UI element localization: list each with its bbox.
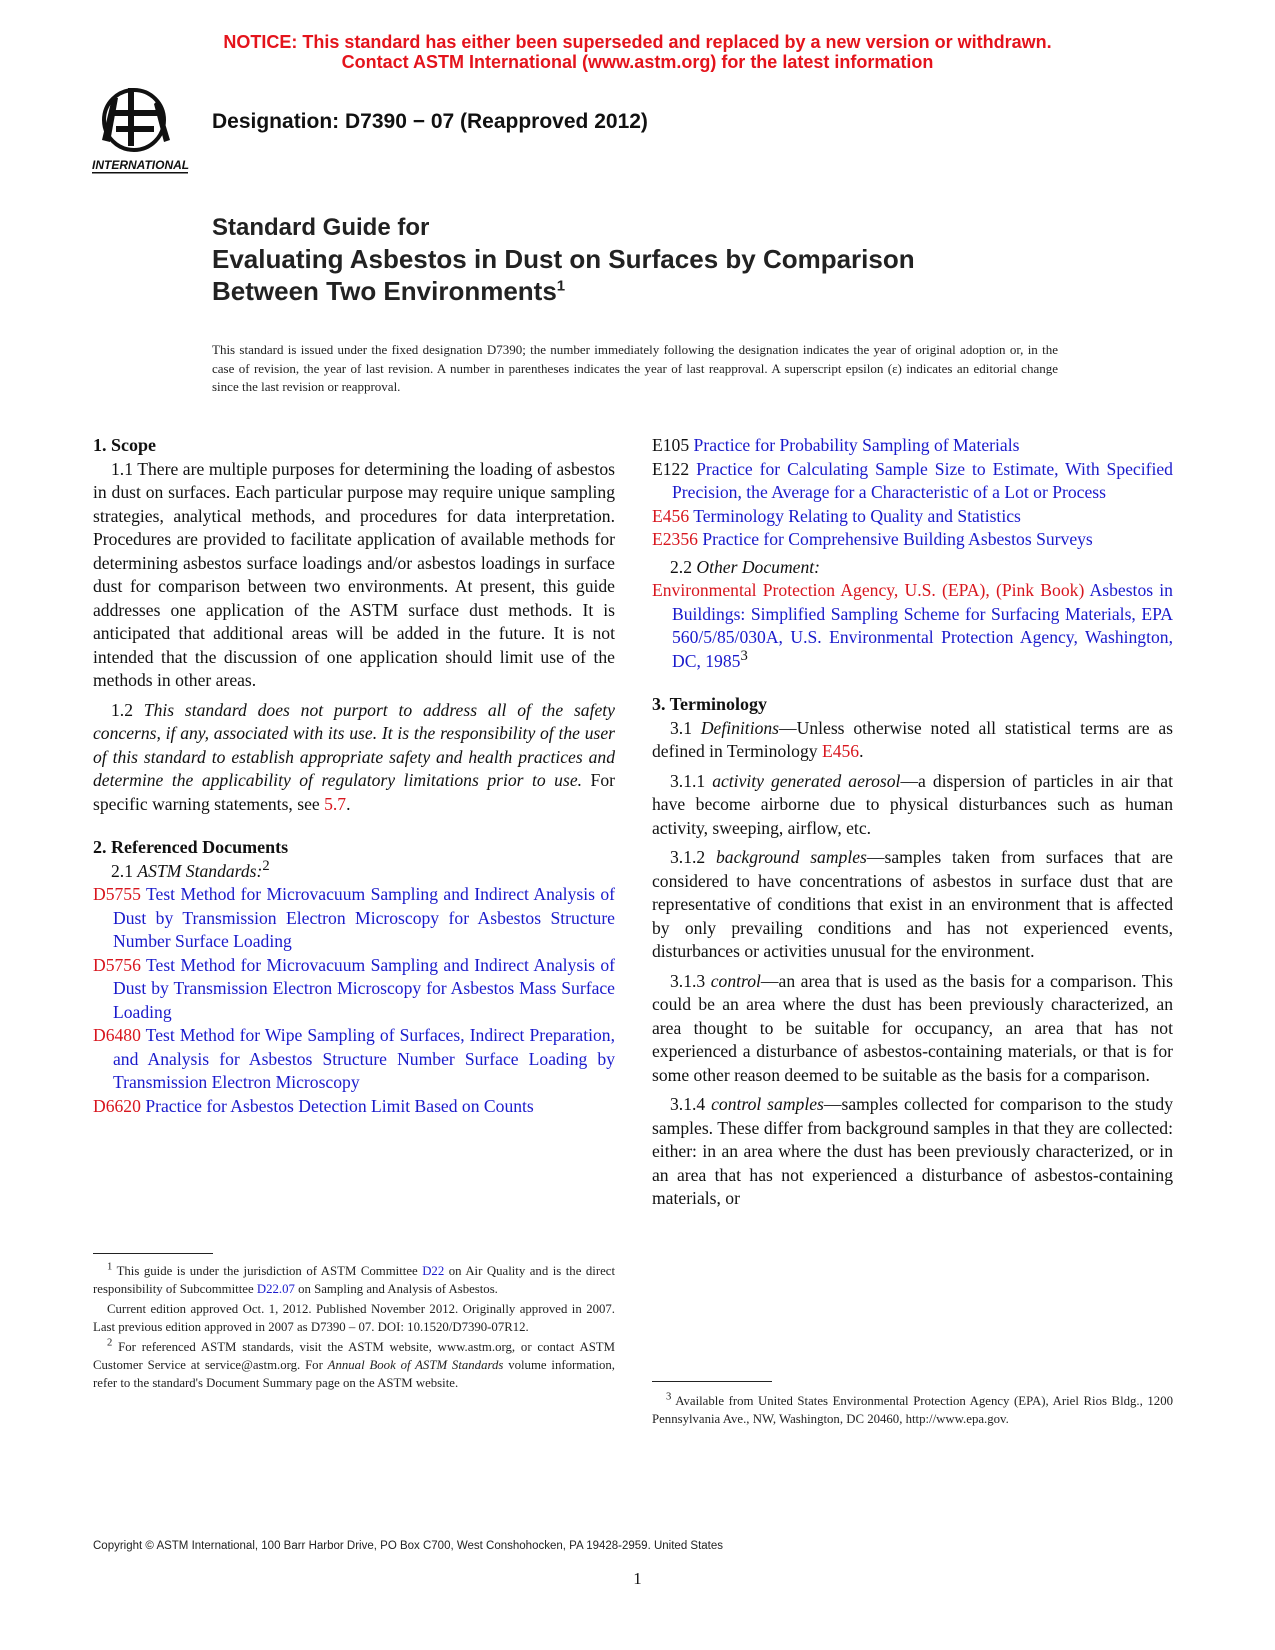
ref-title[interactable]: Practice for Calculating Sample Size to Estimate, With Specified Precision, the Average for a Characteristic of a Lot or Process bbox=[672, 458, 1173, 502]
ref-title[interactable]: Practice for Probability Sampling of Materials bbox=[693, 435, 1020, 455]
other-label-num: 2.2 bbox=[670, 556, 692, 577]
term-num: 3.1 bbox=[670, 717, 692, 738]
ref-title[interactable]: Test Method for Wipe Sampling of Surfaces, Indirect Preparation, and Analysis for Asbestos Structure Number Surface Loading by Transmission Electron Microscopy bbox=[113, 1025, 615, 1092]
footnote-2-a: For referenced ASTM standards, visit the ASTM website, www.astm.org, or contact ASTM Customer Service at service@astm.org. For bbox=[93, 1340, 616, 1372]
designation: Designation: D7390 − 07 (Reapproved 2012) bbox=[212, 110, 648, 133]
issued-note: This standard is issued under the fixed designation D7390; the number immediately following the designation indicates the year of original adoption or, in the case of revision, the year of last revision. A number in parentheses indicates the year of last reapproval. A superscript epsilon (ε) indicates an editorial change since the last revision or reapproval. bbox=[212, 342, 1058, 394]
footnote-1-a: This guide is under the jurisdiction of ASTM Committee bbox=[116, 1264, 418, 1278]
term-name: control bbox=[710, 970, 761, 991]
title-footnote-mark[interactable]: 1 bbox=[556, 277, 566, 295]
term-num: 3.1.1 bbox=[670, 770, 706, 791]
d22-link[interactable]: D22 bbox=[422, 1264, 445, 1278]
term-text: —a dispersion of particles in air that have become airborne due to physical disturbances such as human activity, sweeping, airflow, etc. bbox=[652, 770, 1173, 838]
document-title bbox=[212, 213, 915, 307]
title-line-2: Evaluating Asbestos in Dust on Surfaces by Comparison bbox=[212, 244, 915, 274]
term-name: Definitions bbox=[700, 717, 780, 738]
footnote-3 bbox=[652, 1392, 1173, 1428]
title-line-3 bbox=[212, 275, 915, 307]
term-3-1-3 bbox=[652, 970, 1173, 1088]
d22-07-link[interactable]: D22.07 bbox=[256, 1282, 295, 1296]
scope-1-2-end: . bbox=[346, 793, 351, 814]
astm-standards-label bbox=[93, 857, 615, 884]
other-label: Other Document: bbox=[696, 556, 821, 577]
notice-line-2: Contact ASTM International (www.astm.org) for the latest information bbox=[341, 52, 934, 72]
term-name: activity generated aerosol bbox=[712, 770, 901, 791]
ref-code[interactable]: E2356 bbox=[652, 529, 698, 549]
ref-d6480[interactable] bbox=[93, 1024, 615, 1095]
ref-d5756[interactable] bbox=[93, 954, 615, 1025]
footnote-divider bbox=[652, 1381, 772, 1382]
term-num: 3.1.3 bbox=[670, 970, 706, 991]
term-name: control samples bbox=[711, 1094, 824, 1114]
ref-epa-agency[interactable]: Environmental Protection Agency, U.S. (EPA), (Pink Book) bbox=[652, 580, 1085, 600]
footnote-1-b: on Air Quality and is the direct responsibility of Subcommittee bbox=[93, 1264, 615, 1296]
astm-logo-icon bbox=[88, 80, 200, 180]
footnote-mark: 3 bbox=[666, 1391, 672, 1403]
ref-title[interactable]: Test Method for Microvacuum Sampling and Indirect Analysis of Dust by Transmission Electron Microscopy for Asbestos Structure Number Surface Loading bbox=[113, 884, 615, 951]
footnote-mark: 2 bbox=[107, 1337, 113, 1349]
term-3-1 bbox=[652, 717, 1173, 764]
ref-code[interactable]: E105 bbox=[652, 435, 690, 455]
page-number: 1 bbox=[633, 1569, 642, 1588]
ref-e2356[interactable] bbox=[652, 528, 1173, 552]
term-text: —Unless otherwise noted all statistical terms are as defined in Terminology bbox=[652, 717, 1173, 761]
term-3-1-2 bbox=[652, 846, 1173, 964]
section-5-7-link[interactable]: 5.7 bbox=[324, 793, 347, 814]
terminology-heading: 3. Terminology bbox=[652, 694, 768, 714]
footnote-2-b: volume information, refer to the standard's Document Summary page on the ASTM website. bbox=[93, 1358, 616, 1390]
term-text: —an area that is used as the basis for a comparison. This could be an area where the dust has been previously characterized, an area thought to be suitable for occupancy, an area that has not experienced a disturbance of asbestos-containing materials, or that is for some other reason deemed to be suitable as the basis for a comparison. bbox=[652, 970, 1173, 1085]
ref-code[interactable]: D5755 bbox=[93, 884, 141, 904]
astm-footnote-mark[interactable]: 2 bbox=[262, 857, 270, 874]
copyright: Copyright © ASTM International, 100 Barr Harbor Drive, PO Box C700, West Conshohocken, PA 19428-2959. United States bbox=[93, 1540, 724, 1552]
term-3-1-1 bbox=[652, 770, 1173, 841]
scope-heading: 1. Scope bbox=[93, 435, 156, 455]
ref-code[interactable]: D5756 bbox=[93, 954, 141, 975]
title-line-1: Standard Guide for bbox=[212, 214, 430, 241]
ref-code[interactable]: D6480 bbox=[93, 1025, 141, 1045]
e456-link[interactable]: E456 bbox=[821, 741, 860, 761]
astm-label: ASTM Standards: bbox=[137, 860, 263, 881]
ref-code[interactable]: D6620 bbox=[93, 1095, 141, 1116]
term-num: 3.1.2 bbox=[670, 847, 706, 867]
scope-1-2-num: 1.2 bbox=[111, 699, 133, 720]
referenced-heading: 2. Referenced Documents bbox=[93, 837, 289, 857]
footnote-divider bbox=[93, 1253, 213, 1254]
footnote-3-text: Available from United States Environmental Protection Agency (EPA), Ariel Rios Bldg., 1200 Pennsylvania Ave., NW, Washington, DC 20460, http://www.epa.gov. bbox=[652, 1394, 1173, 1426]
withdrawn-notice bbox=[0, 32, 1275, 72]
footnote-2 bbox=[93, 1338, 615, 1392]
left-column bbox=[93, 434, 615, 1118]
astm-label-num: 2.1 bbox=[111, 860, 133, 881]
ref-d5755[interactable] bbox=[93, 883, 615, 954]
scope-1-2-rest: For specific warning statements, see bbox=[93, 770, 615, 814]
term-name: background samples bbox=[716, 847, 867, 867]
ref-title[interactable]: Practice for Asbestos Detection Limit Based on Counts bbox=[145, 1095, 534, 1116]
ref-code[interactable]: E122 bbox=[652, 458, 690, 479]
logo-text: INTERNATIONAL bbox=[92, 158, 190, 172]
footnotes-right bbox=[652, 1392, 1173, 1430]
term-text: —samples taken from surfaces that are considered to have concentrations of asbestos in surface dust that are representative of conditions that exist in an environment that is affected by only prevailing conditions and has not experienced events, disturbances or activities unusual for the environment. bbox=[652, 847, 1173, 961]
term-3-1-4 bbox=[652, 1093, 1173, 1211]
ref-epa-pink-book[interactable] bbox=[652, 579, 1173, 673]
ref-title[interactable]: Test Method for Microvacuum Sampling and Indirect Analysis of Dust by Transmission Electron Microscopy for Asbestos Mass Surface Loading bbox=[113, 954, 615, 1022]
notice-line-1: NOTICE: This standard has either been superseded and replaced by a new version or withdrawn. bbox=[223, 32, 1052, 52]
ref-title[interactable]: Terminology Relating to Quality and Statistics bbox=[693, 505, 1021, 526]
footnotes-left bbox=[93, 1262, 615, 1394]
scope-1-2-italic: This standard does not purport to address all of the safety concerns, if any, associated with its use. It is the responsibility of the user of this standard to establish appropriate safety and health practices and determine the applicability of regulatory limitations prior to use. bbox=[93, 699, 615, 790]
ref-e122[interactable] bbox=[652, 458, 1173, 505]
footnote-1 bbox=[93, 1262, 615, 1298]
scope-1-2 bbox=[93, 699, 615, 817]
ref-e105[interactable] bbox=[652, 434, 1173, 458]
ref-epa-title[interactable]: Asbestos in Buildings: Simplified Sampling Scheme for Surfacing Materials, EPA 560/5/85/030A, U.S. Environmental Protection Agency, Washington, DC, 1985 bbox=[672, 580, 1173, 671]
epa-footnote-mark[interactable]: 3 bbox=[740, 647, 748, 664]
term-num: 3.1.4 bbox=[670, 1094, 706, 1114]
right-column bbox=[652, 434, 1173, 1217]
ref-code[interactable]: E456 bbox=[652, 505, 690, 526]
footnote-mark: 1 bbox=[107, 1261, 113, 1273]
ref-d6620[interactable] bbox=[93, 1095, 615, 1119]
term-end: . bbox=[859, 741, 864, 761]
scope-1-1: 1.1 There are multiple purposes for determining the loading of asbestos in dust on surfaces. Each particular purpose may require unique sampling strategies, analytical methods, and procedures for data interpretation. Procedures are provided to facilitate application of available methods for determining asbestos surface loadings and/or asbestos loadings in surface dust for comparison between two environments. At present, this guide addresses one application of the ASTM surface dust methods. It is anticipated that additional areas will be added in the future. It is not intended that the discussion of one application should limit use of the methods in other areas. bbox=[93, 458, 615, 690]
ref-title[interactable]: Practice for Comprehensive Building Asbestos Surveys bbox=[702, 529, 1093, 549]
footnote-1-c: on Sampling and Analysis of Asbestos. bbox=[298, 1282, 498, 1296]
title-line-3-text: Between Two Environments bbox=[212, 276, 557, 306]
other-document-label bbox=[652, 556, 1173, 580]
term-text: —samples collected for comparison to the study samples. These differ from background samples in that they are collected: either: in an area where the dust has been previously characterized, or in an area that has not experienced a disturbance of asbestos-containing materials, or bbox=[652, 1094, 1173, 1208]
footnote-2-italic: Annual Book of ASTM Standards bbox=[327, 1358, 504, 1372]
ref-e456[interactable] bbox=[652, 505, 1173, 529]
footnote-1-edition: Current edition approved Oct. 1, 2012. Published November 2012. Originally approved in 2007. Last previous edition approved in 2007 as D7390 – 07. DOI: 10.1520/D7390-07R12. bbox=[93, 1302, 615, 1334]
